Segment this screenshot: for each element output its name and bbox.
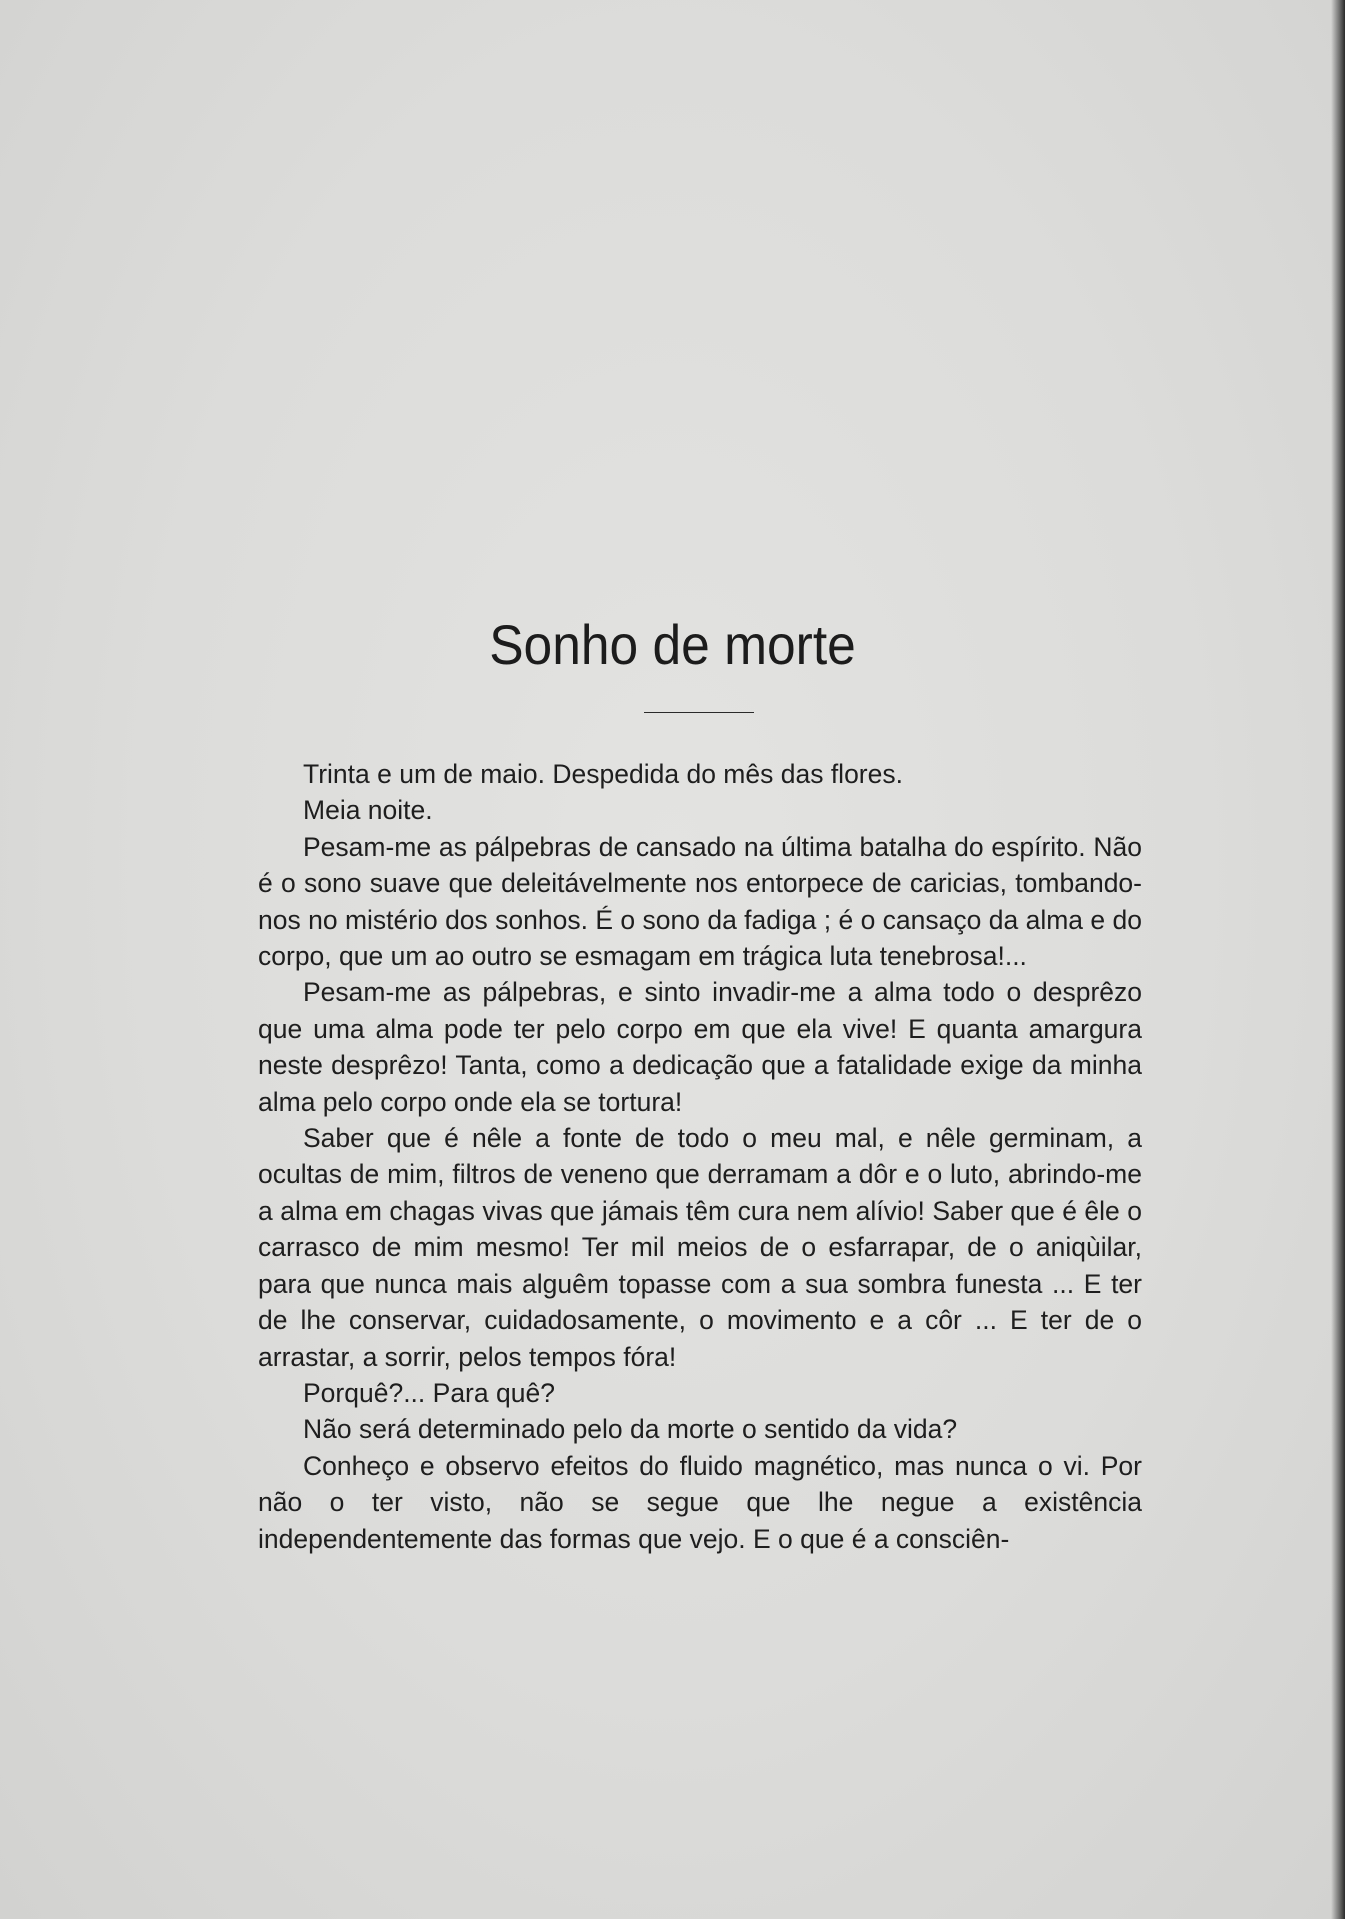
title-divider [644, 712, 754, 713]
paragraph: Conheço e observo efeitos do fluido magnético, mas nunca o vi. Por não o ter visto, não se segue que lhe negue a existência independentemente das formas que vejo. E o que é a consciên- [258, 1450, 1142, 1554]
paragraph: Trinta e um de maio. Despedida do mês das flores. [303, 759, 903, 789]
paragraph: Meia noite. [303, 795, 433, 826]
paragraph: Saber que é nêle a fonte de todo o meu mal, e nêle germinam, a ocultas de mim, filtros de veneno que derramam a dôr e o luto, abrindo-me a alma em chagas vivas que jámais têm cura nem alívio! Saber que é êle o carrasco de mim mesmo! Ter mil meios de o esfarrapar, de o aniqùilar, para que nunca mais alguêm topasse com a sua sombra funesta ... E ter de lhe conservar, cuidadosamente, o movimento e a côr ... E ter de o arrastar, a sorrir, pelos tempos fóra! [258, 1123, 1142, 1372]
paragraph: Não será determinado pelo da morte o sentido da vida? [303, 1414, 958, 1445]
paragraph: Pesam-me as pálpebras de cansado na última batalha do espírito. Não é o sono suave que deleitávelmente nos entorpece de caricias, tombando-nos no mistério dos sonhos. É o sono da fadiga ; é o cansaço da alma e do corpo, que um ao outro se esmagam em trágica luta tenebrosa!... [258, 831, 1142, 972]
paragraph: Pesam-me as pálpebras, e sinto invadir-me a alma todo o desprêzo que uma alma pode ter pelo corpo em que ela vive! E quanta amargura neste desprêzo! Tanta, como a dedicação que a fatalidade exige da minha alma pelo corpo onde ela se tortura! [258, 977, 1142, 1117]
chapter-title: Sonho de morte [489, 613, 856, 676]
page-edge-shadow [1331, 0, 1345, 1919]
body-text [258, 756, 1142, 1557]
paragraph: Porquê?... Para quê? [303, 1377, 555, 1408]
